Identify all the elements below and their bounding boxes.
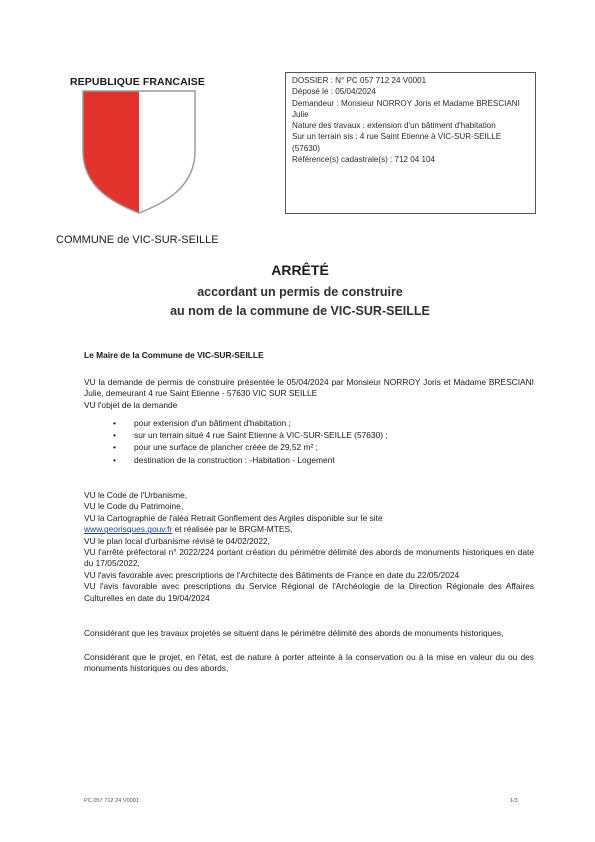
coat-of-arms-icon — [81, 89, 197, 215]
list-item: • pour une surface de plancher créée de 29,52 m² ; — [113, 442, 318, 453]
dossier-reference-cadastrale: Référence(s) cadastrale(s) : 712 04 104 — [292, 155, 436, 165]
vu-plu: VU le plan local d'urbanisme révisé le 04/02/2022, — [84, 535, 270, 546]
shield-right-half — [139, 89, 197, 215]
vu-demande-paragraph: VU la demande de permis de construire présentée le 05/04/2024 par Monsieur NORROY Joris et Madame BRESCIANI Julie, demeurant 4 rue Saint Etienne - 57630 VIC SUR SEILLE — [84, 377, 534, 399]
vu-avis-drac: VU l'avis favorable avec prescriptions du Service Régional de l'Archéologie de la Direction Régionale des Affaires Culturelles en date du 19/04/2024 — [84, 581, 534, 603]
vu-avis-abf: VU l'avis favorable avec prescriptions de l'Architecte des Bâtiments de France en date du 22/05/2024 — [84, 569, 460, 580]
vu-visas-block — [84, 490, 534, 604]
dossier-nature-travaux: Nature des travaux : extension d'un bâtiment d'habitation — [292, 121, 496, 131]
dossier-demandeur: Demandeur : Monsieur NORROY Joris et Madame BRESCIANI Julie — [292, 98, 520, 119]
vu-code-urbanisme: VU le Code de l'Urbanisme, — [84, 490, 188, 500]
bullet-icon: • — [113, 442, 116, 453]
dossier-date-depot: Déposé le : 05/04/2024 — [292, 87, 376, 97]
considerant-1: Considérant que les travaux projetés se situent dans le périmètre délimité des abords de monuments historiques, — [84, 628, 504, 638]
list-item: • sur un terrain situé 4 rue Saint Etienne à VIC-SUR-SEILLE (57630) ; — [113, 430, 388, 441]
footer-dossier-ref: PC 057 712 24 V0001 — [84, 798, 140, 804]
objet-bullet-list — [113, 417, 534, 466]
list-item: • destination de la construction : -Habitation - Logement — [113, 454, 335, 465]
republique-francaise-heading: REPUBLIQUE FRANCAISE — [70, 76, 206, 88]
bullet-icon: • — [113, 430, 116, 441]
dossier-number: DOSSIER : N° PC 057 712 24 V0001 — [292, 76, 427, 85]
maire-heading: Le Maire de la Commune de VIC-SUR-SEILLE — [84, 350, 264, 360]
vu-arrete-prefectoral: VU l'arrêté préfectoral n° 2022/224 portant création du périmètre délimité des abords de monuments historiques en date du 17/05/2022, — [84, 547, 534, 569]
document-title: ARRÊTÉ — [271, 262, 329, 278]
vu-code-patrimoine: VU le Code du Patrimoine, — [84, 501, 184, 512]
vu-cartographie-source: www.georisques.gouv.fr et réalisée par le BRGM-MTES, — [84, 524, 293, 535]
bullet-icon: • — [113, 418, 116, 428]
vu-objet-paragraph: VU l'objet de la demande — [84, 400, 178, 410]
georisques-link[interactable]: www.georisques.gouv.fr — [84, 524, 173, 535]
footer-page-number: 1/3 — [510, 798, 518, 804]
list-item: • pour extension d'un bâtiment d'habitation ; — [113, 418, 291, 428]
document-subtitle-1: accordant un permis de construire — [197, 285, 403, 299]
shield-left-half — [81, 89, 139, 215]
commune-name: COMMUNE de VIC-SUR-SEILLE — [56, 234, 219, 246]
considerant-2: Considérant que le projet, en l'état, est de nature à porter atteinte à la conservation ou à la mise en valeur du ou des monuments historiques ou des abords, — [84, 652, 534, 674]
vu-cartographie: VU la Cartographie de l'aléa Retrait Gonflement des Argiles disponible sur le site — [84, 512, 383, 523]
dossier-info-box — [285, 72, 536, 214]
document-subtitle-2: au nom de la commune de VIC-SUR-SEILLE — [170, 304, 430, 318]
bullet-icon: • — [113, 454, 116, 465]
dossier-terrain: Sur un terrain sis : 4 rue Saint Etienne à VIC-SUR-SEILLE (57630) — [292, 132, 502, 153]
